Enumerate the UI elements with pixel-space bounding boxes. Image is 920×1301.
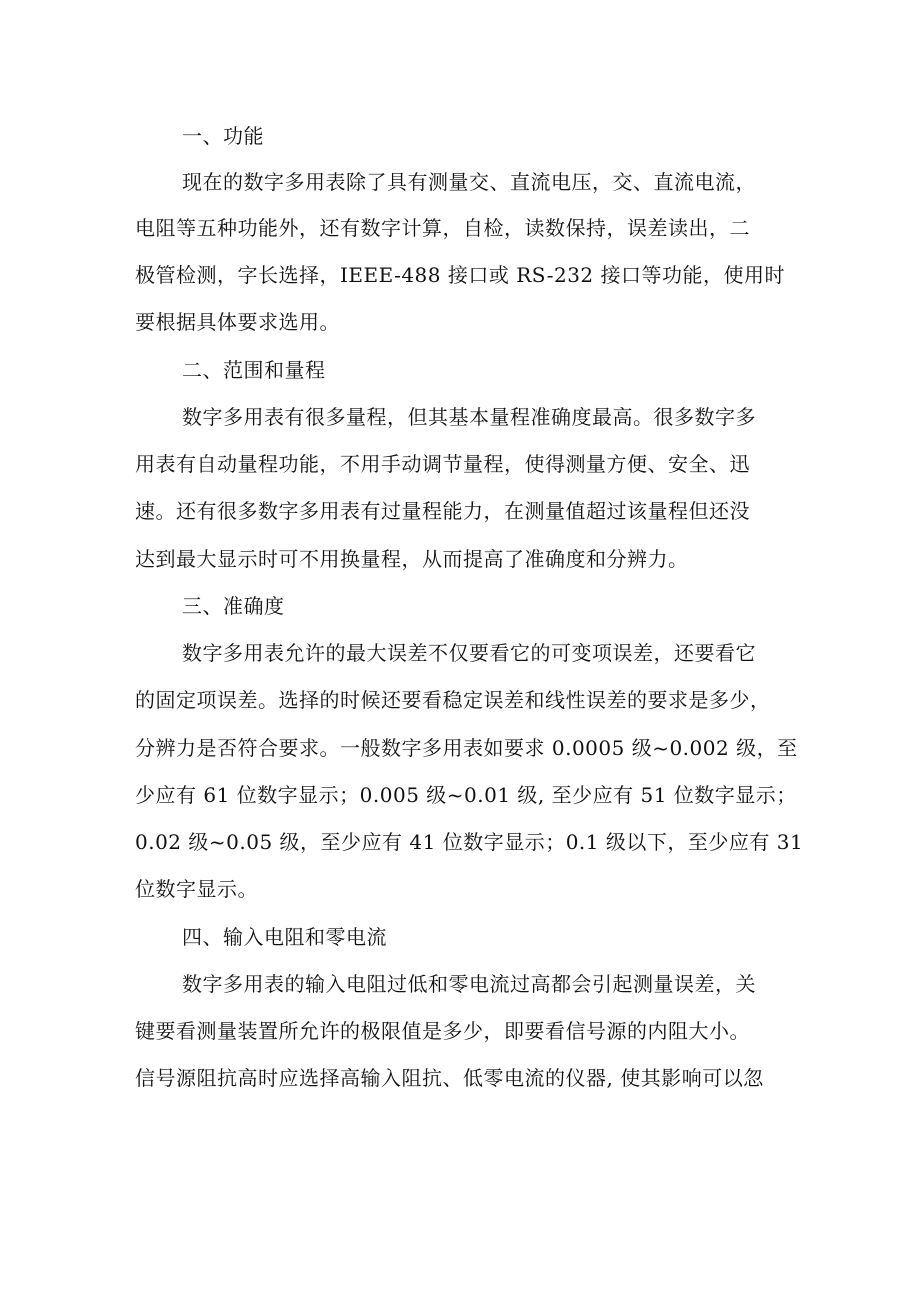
paragraph-line: 0.02 级~0.05 级，至少应有 41 位数字显示；0.1 级以下，至少应有 31 xyxy=(135,830,804,854)
section-heading: 四、输入电阻和零电流 xyxy=(182,925,387,949)
paragraph-line: 极管检测，字长选择，IEEE-488 接口或 RS-232 接口等功能，使用时 xyxy=(135,263,785,287)
section-heading: 二、范围和量程 xyxy=(182,358,326,382)
paragraph-line: 用表有自动量程功能，不用手动调节量程，使得测量方便、安全、迅 xyxy=(135,452,750,476)
section-heading: 三、准确度 xyxy=(182,594,285,618)
paragraph-line: 现在的数字多用表除了具有测量交、直流电压，交、直流电流， xyxy=(182,170,756,194)
paragraph-line: 电阻等五种功能外，还有数字计算，自检，读数保持，误差读出，二 xyxy=(135,216,750,240)
paragraph-line: 的固定项误差。选择的时候还要看稳定误差和线性误差的要求是多少， xyxy=(135,688,771,712)
paragraph-line: 键要看测量装置所允许的极限值是多少，即要看信号源的内阻大小。 xyxy=(135,1019,750,1043)
section-heading: 一、功能 xyxy=(182,124,264,148)
paragraph-line: 数字多用表的输入电阻过低和零电流过高都会引起测量误差，关 xyxy=(182,972,756,996)
paragraph-line: 信号源阻抗高时应选择高输入阻抗、低零电流的仪器, 使其影响可以忽 xyxy=(135,1066,764,1090)
paragraph-line: 要根据具体要求选用。 xyxy=(135,310,340,334)
paragraph-line: 分辨力是否符合要求。一般数字多用表如要求 0.0005 级~0.002 级，至 xyxy=(135,736,798,760)
paragraph-line: 速。还有很多数字多用表有过量程能力，在测量值超过该量程但还没 xyxy=(135,499,750,523)
paragraph-line: 数字多用表有很多量程，但其基本量程准确度最高。很多数字多 xyxy=(182,405,756,429)
paragraph-line: 达到最大显示时可不用换量程，从而提高了准确度和分辨力。 xyxy=(135,547,689,571)
paragraph-line: 位数字显示。 xyxy=(135,877,258,901)
paragraph-line: 少应有 61 位数字显示；0.005 级~0.01 级, 至少应有 51 位数字显示； xyxy=(135,783,797,807)
paragraph-line: 数字多用表允许的最大误差不仅要看它的可变项误差，还要看它 xyxy=(182,641,756,665)
